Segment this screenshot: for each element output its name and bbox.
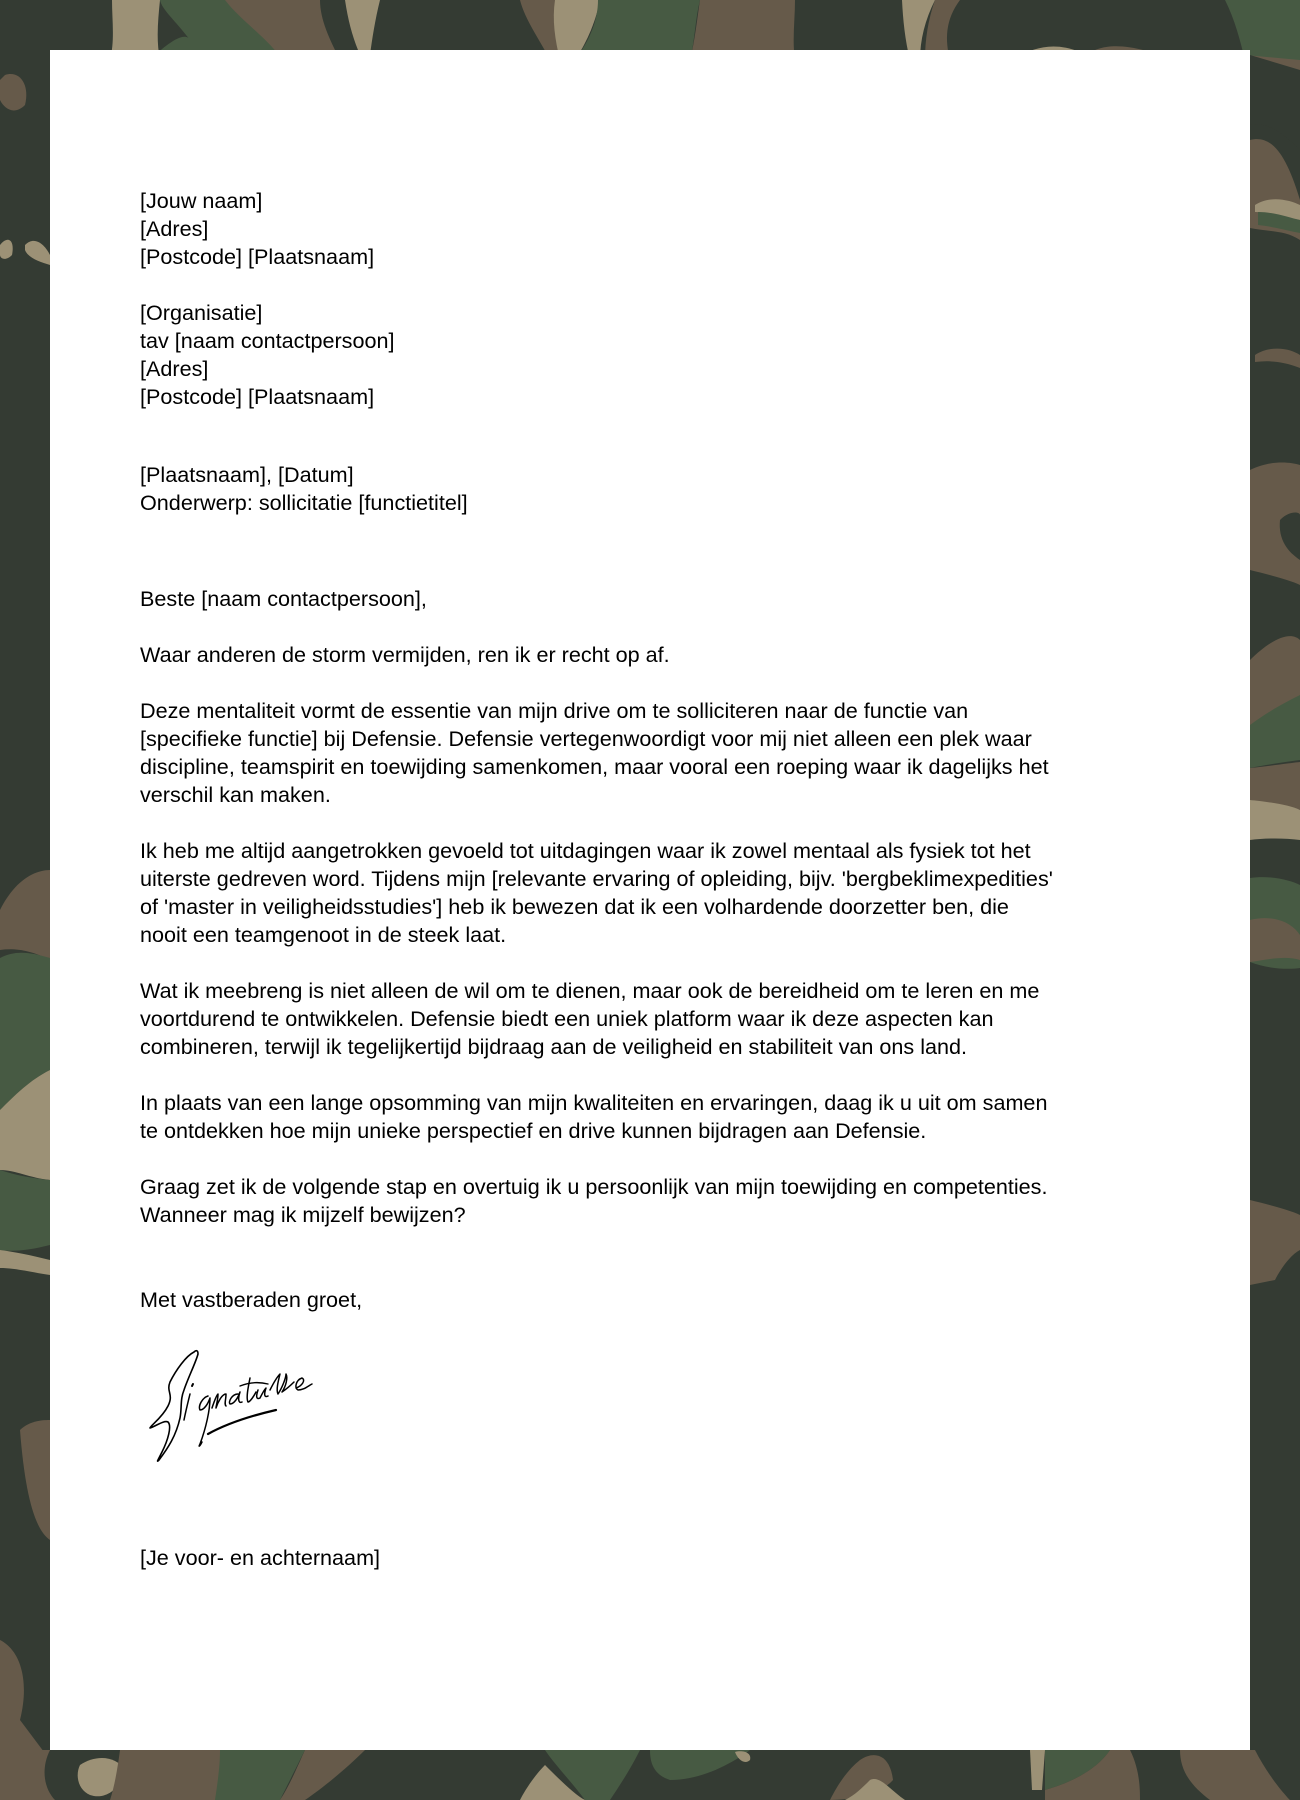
paragraph-motivation <box>140 697 1180 809</box>
recipient-street: [Adres] <box>140 356 209 381</box>
salutation <box>140 585 1180 613</box>
paragraph-line: [specifieke functie] bij Defensie. Defensie vertegenwoordigt voor mij niet alleen een plek waar <box>140 726 1032 751</box>
sender-name: [Jouw naam] <box>140 188 263 213</box>
date-subject-block <box>140 461 1180 517</box>
place-date: [Plaatsnaam], [Datum] <box>140 462 354 487</box>
paragraph-line: discipline, teamspirit en toewijding samenkomen, maar vooral een roeping waar ik dagelijks het <box>140 754 1049 779</box>
paragraph-line: voortdurend te ontwikkelen. Defensie biedt een uniek platform waar ik deze aspecten kan <box>140 1006 994 1031</box>
closing-text: Met vastberaden groet, <box>140 1287 363 1312</box>
closing <box>140 1286 1180 1314</box>
paragraph-contribution <box>140 977 1180 1061</box>
signer-name <box>140 1544 1180 1572</box>
paragraph-closing-request <box>140 1173 1180 1229</box>
recipient-contact: tav [naam contactpersoon] <box>140 328 395 353</box>
paragraph-line: Graag zet ik de volgende stap en overtuig ik u persoonlijk van mijn toewijding en competenties. <box>140 1174 1048 1199</box>
paragraph-line: te ontdekken hoe mijn unieke perspectief en drive kunnen bijdragen aan Defensie. <box>140 1118 927 1143</box>
recipient-city: [Postcode] [Plaatsnaam] <box>140 384 375 409</box>
paragraph-line: uiterste gedreven word. Tijdens mijn [relevante ervaring of opleiding, bijv. 'bergbeklimexpedities' <box>140 866 1053 891</box>
sender-street: [Adres] <box>140 216 209 241</box>
recipient-organisation: [Organisatie] <box>140 300 263 325</box>
paragraph-line: In plaats van een lange opsomming van mijn kwaliteiten en ervaringen, daag ik u uit om samen <box>140 1090 1048 1115</box>
paragraph-line: Wat ik meebreng is niet alleen de wil om te dienen, maar ook de bereidheid om te leren en me <box>140 978 1040 1003</box>
signer-name-text: [Je voor- en achternaam] <box>140 1545 381 1570</box>
signature-image <box>146 1348 336 1464</box>
paragraph-invitation <box>140 1089 1180 1145</box>
paragraph-line: verschil kan maken. <box>140 782 331 807</box>
paragraph-line: of 'master in veiligheidsstudies'] heb ik bewezen dat ik een volhardende doorzetter ben, die <box>140 894 1009 919</box>
sender-address <box>140 187 1180 271</box>
recipient-address <box>140 299 1180 411</box>
paragraph-line: nooit een teamgenoot in de steek laat. <box>140 922 507 947</box>
paragraph-experience <box>140 837 1180 949</box>
paragraph-opening <box>140 641 1180 669</box>
paragraph-line: Deze mentaliteit vormt de essentie van mijn drive om te solliciteren naar de functie van <box>140 698 969 723</box>
salutation-text: Beste [naam contactpersoon], <box>140 586 427 611</box>
letter-page <box>50 50 1250 1750</box>
paragraph-line: Ik heb me altijd aangetrokken gevoeld tot uitdagingen waar ik zowel mentaal als fysiek tot het <box>140 838 1031 863</box>
subject-line: Onderwerp: sollicitatie [functietitel] <box>140 490 468 515</box>
paragraph-line: Wanneer mag ik mijzelf bewijzen? <box>140 1202 466 1227</box>
paragraph-line: Waar anderen de storm vermijden, ren ik er recht op af. <box>140 642 670 667</box>
sender-city: [Postcode] [Plaatsnaam] <box>140 244 375 269</box>
letter-body <box>140 187 1180 1572</box>
paragraph-line: combineren, terwijl ik tegelijkertijd bijdraag aan de veiligheid en stabiliteit van ons land. <box>140 1034 968 1059</box>
